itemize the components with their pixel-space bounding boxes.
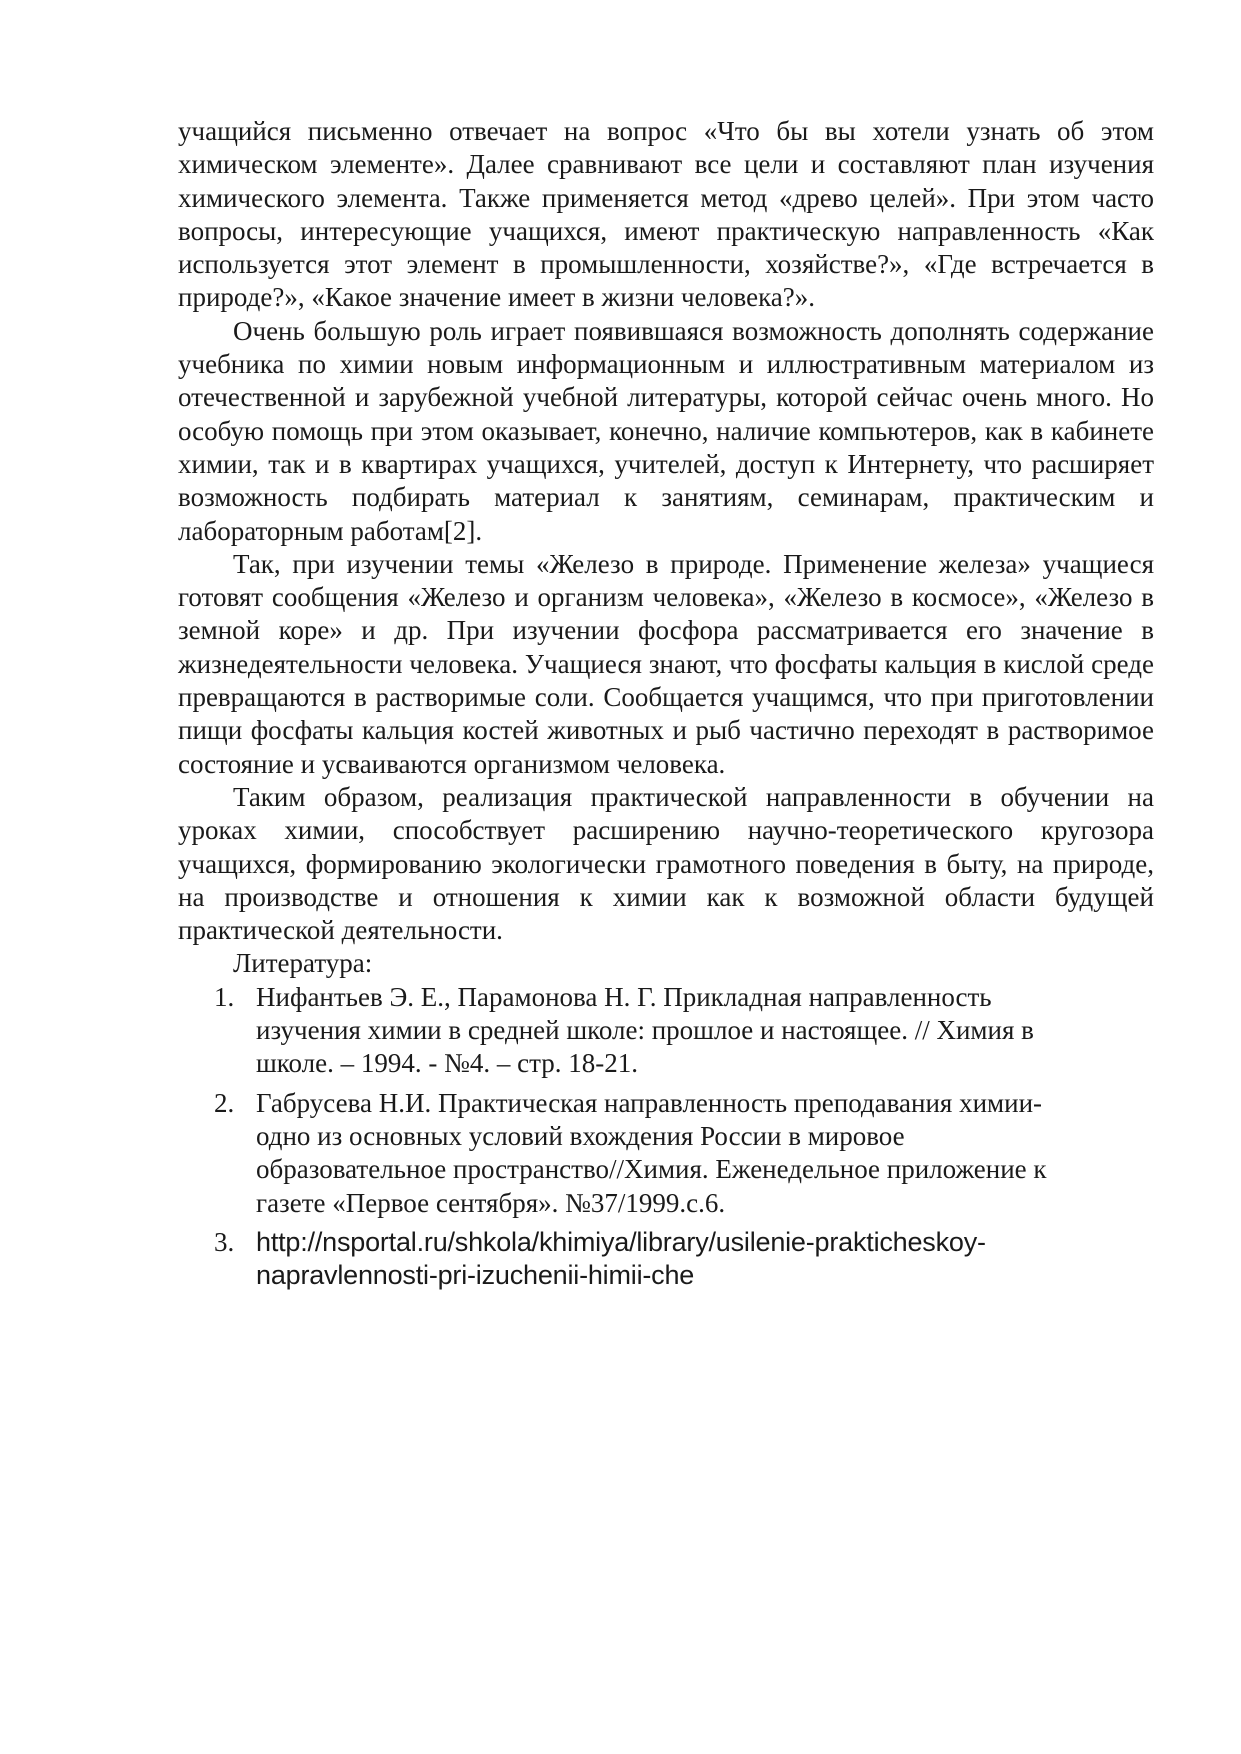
- paragraph-3: Так, при изучении темы «Железо в природе. Применение железа» учащиеся готовят сообщения «Железо и организм человека», «Железо в космосе», «Железо в земной коре» и др. При изучении фосфора рассматривается его значение в жизнедеятельности человека. Учащиеся знают, что фосфаты кальция в кислой среде превращаются в растворимые соли. Сообщается учащимся, что при приготовлении пищи фосфаты кальция костей животных и рыб частично переходят в растворимое состояние и усваиваются организмом человека.: [178, 548, 1154, 779]
- paragraph-2: Очень большую роль играет появившаяся возможность дополнять содержание учебника по химии новым информационным и иллюстративным материалом из отечественной и зарубежной учебной литературы, которой сейчас очень много. Но особую помощь при этом оказывает, конечно, наличие компьютеров, как в кабинете химии, так и в квартирах учащихся, учителей, доступ к Интернету, что расширяет возможность подбирать материал к занятиям, семинарам, практическим и лабораторным работам[2].: [178, 315, 1154, 546]
- references-list: [178, 981, 1154, 1293]
- reference-text: Габрусева Н.И. Практическая направленность преподавания химии-одно из основных условий вхождения России в мировое образовательное пространство//Химия. Еженедельное приложение к газете «Первое сентября». №37/1999.с.6.: [256, 1087, 1047, 1218]
- references-heading: Литература:: [233, 948, 373, 979]
- reference-item-3: [178, 1226, 1096, 1293]
- reference-number: 3.: [214, 1226, 235, 1257]
- reference-text: Нифантьев Э. Е., Парамонова Н. Г. Прикладная направленность изучения химии в средней школе: прошлое и настоящее. // Химия в школе. – 1994. - №4. – стр. 18-21.: [256, 981, 1034, 1079]
- paragraph-1: учащийся письменно отвечает на вопрос «Что бы вы хотели узнать об этом химическом элементе». Далее сравнивают все цели и составляют план изучения химического элемента. Также применяется метод «древо целей». При этом часто вопросы, интересующие учащихся, имеют практическую направленность «Как используется этот элемент в промышленности, хозяйстве?», «Где встречается в природе?», «Какое значение имеет в жизни человека?».: [178, 116, 1154, 313]
- paragraph-4: Таким образом, реализация практической направленности в обучении на уроках химии, способствует расширению научно-теоретического кругозора учащихся, формированию экологически грамотного поведения в быту, на природе, на производстве и отношения к химии как к возможной области будущей практической деятельности.: [178, 781, 1154, 946]
- document-page: [178, 115, 1154, 1298]
- reference-number: 2.: [214, 1087, 235, 1118]
- reference-number: 1.: [214, 981, 235, 1012]
- reference-item-1: [178, 981, 1096, 1081]
- reference-url-link[interactable]: http://nsportal.ru/shkola/khimiya/library/usilenie-prakticheskoy-napravlennosti-pri-izuchenii-himii-che: [256, 1226, 986, 1291]
- reference-item-2: [178, 1087, 1096, 1220]
